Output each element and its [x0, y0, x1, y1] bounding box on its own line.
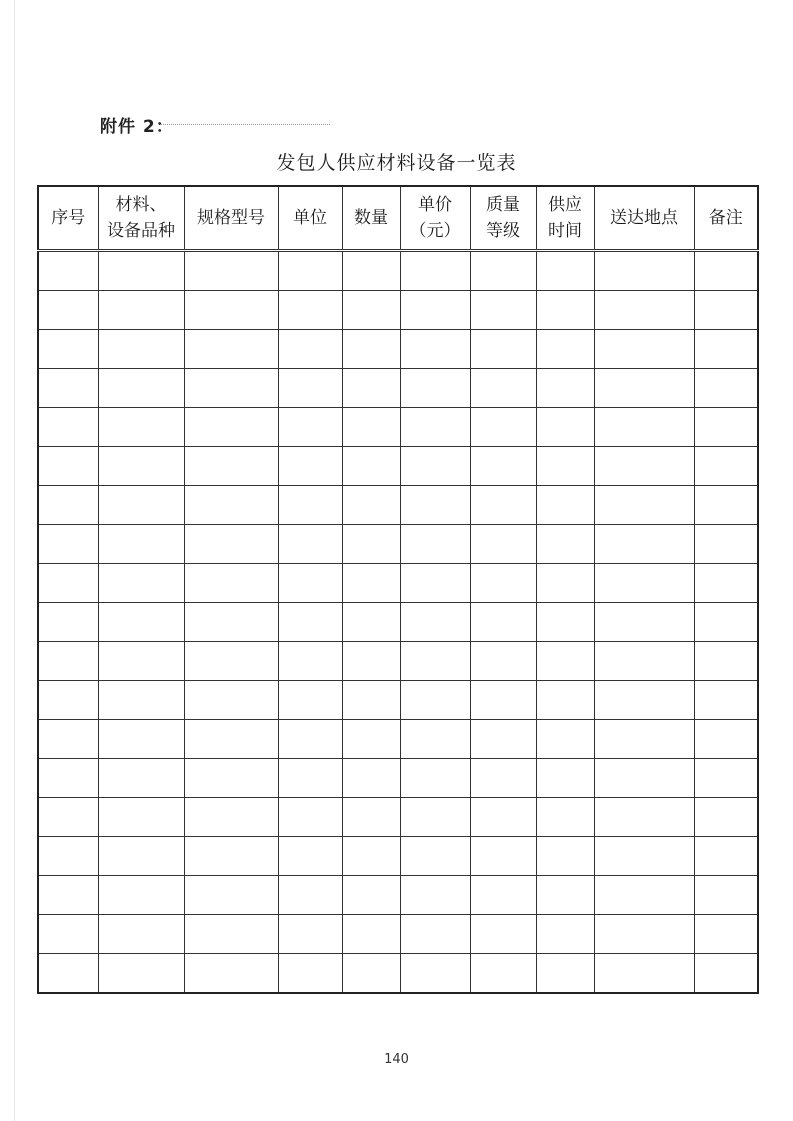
- table-cell-time: [536, 603, 594, 642]
- table-cell-place: [594, 876, 694, 915]
- table-cell-unit: [278, 603, 342, 642]
- table-cell-spec: [184, 681, 278, 720]
- table-cell-place: [594, 525, 694, 564]
- table-row: [38, 876, 758, 915]
- table-cell-spec: [184, 798, 278, 837]
- attachment-label: 附件 2：: [100, 117, 174, 137]
- table-cell-place: [594, 915, 694, 954]
- table-cell-time: [536, 720, 594, 759]
- table-cell-grade: [470, 603, 536, 642]
- table-row: [38, 915, 758, 954]
- table-cell-unit: [278, 720, 342, 759]
- table-cell-remark: [694, 486, 758, 525]
- table-cell-grade: [470, 837, 536, 876]
- table-cell-qty: [342, 759, 400, 798]
- table-cell-qty: [342, 837, 400, 876]
- table-row: [38, 251, 758, 291]
- table-cell-item: [98, 486, 184, 525]
- table-cell-price: [400, 876, 470, 915]
- table-cell-unit: [278, 954, 342, 994]
- table-cell-qty: [342, 681, 400, 720]
- table-cell-qty: [342, 642, 400, 681]
- table-cell-item: [98, 954, 184, 994]
- table-cell-price: [400, 251, 470, 291]
- table-cell-item: [98, 759, 184, 798]
- table-cell-time: [536, 486, 594, 525]
- table-cell-item: [98, 447, 184, 486]
- table-row: [38, 408, 758, 447]
- table-cell-place: [594, 642, 694, 681]
- table-cell-spec: [184, 954, 278, 994]
- table-cell-price: [400, 369, 470, 408]
- table-cell-time: [536, 681, 594, 720]
- table-cell-item: [98, 876, 184, 915]
- table-cell-index: [38, 876, 98, 915]
- table-cell-place: [594, 720, 694, 759]
- document-title: 发包人供应材料设备一览表: [276, 152, 517, 174]
- header-label: 备注: [708, 208, 743, 228]
- table-cell-index: [38, 447, 98, 486]
- table-cell-unit: [278, 798, 342, 837]
- table-cell-remark: [694, 681, 758, 720]
- table-cell-time: [536, 759, 594, 798]
- header-cell-qty: [342, 186, 400, 251]
- table-cell-qty: [342, 603, 400, 642]
- table-cell-unit: [278, 486, 342, 525]
- table-cell-item: [98, 837, 184, 876]
- table-cell-place: [594, 251, 694, 291]
- table-cell-index: [38, 369, 98, 408]
- table-cell-remark: [694, 291, 758, 330]
- table-cell-price: [400, 642, 470, 681]
- table-cell-time: [536, 330, 594, 369]
- table-cell-index: [38, 251, 98, 291]
- table-cell-qty: [342, 915, 400, 954]
- table-cell-spec: [184, 251, 278, 291]
- table-cell-remark: [694, 564, 758, 603]
- table-cell-unit: [278, 291, 342, 330]
- header-label: 单价 （元）: [409, 195, 461, 241]
- table-cell-index: [38, 798, 98, 837]
- table-cell-spec: [184, 564, 278, 603]
- header-cell-price: [400, 186, 470, 251]
- table-cell-spec: [184, 759, 278, 798]
- table-cell-price: [400, 759, 470, 798]
- table-cell-spec: [184, 642, 278, 681]
- table-cell-unit: [278, 642, 342, 681]
- table-cell-grade: [470, 486, 536, 525]
- table-cell-item: [98, 251, 184, 291]
- table-cell-price: [400, 330, 470, 369]
- table-cell-qty: [342, 798, 400, 837]
- table-cell-item: [98, 642, 184, 681]
- table-cell-qty: [342, 291, 400, 330]
- header-label: 送达地点: [610, 208, 678, 228]
- table-cell-grade: [470, 251, 536, 291]
- table-cell-time: [536, 915, 594, 954]
- table-cell-spec: [184, 525, 278, 564]
- table-cell-price: [400, 837, 470, 876]
- table-cell-place: [594, 564, 694, 603]
- table-cell-remark: [694, 876, 758, 915]
- table-cell-index: [38, 837, 98, 876]
- table-cell-index: [38, 915, 98, 954]
- table-cell-price: [400, 291, 470, 330]
- table-cell-time: [536, 408, 594, 447]
- table-cell-grade: [470, 369, 536, 408]
- table-cell-unit: [278, 681, 342, 720]
- table-cell-spec: [184, 915, 278, 954]
- table-row: [38, 798, 758, 837]
- header-cell-unit: [278, 186, 342, 251]
- header-cell-grade: [470, 186, 536, 251]
- table-cell-place: [594, 486, 694, 525]
- table-cell-grade: [470, 759, 536, 798]
- table-cell-qty: [342, 720, 400, 759]
- table-cell-price: [400, 954, 470, 994]
- table-cell-item: [98, 681, 184, 720]
- table-cell-unit: [278, 330, 342, 369]
- table-cell-time: [536, 798, 594, 837]
- header-cell-time: [536, 186, 594, 251]
- table-cell-item: [98, 408, 184, 447]
- table-cell-unit: [278, 876, 342, 915]
- table-cell-time: [536, 876, 594, 915]
- table-row: [38, 759, 758, 798]
- table-cell-spec: [184, 720, 278, 759]
- table-row: [38, 720, 758, 759]
- table-cell-remark: [694, 369, 758, 408]
- table-cell-item: [98, 564, 184, 603]
- table-row: [38, 603, 758, 642]
- table-cell-unit: [278, 408, 342, 447]
- table-cell-grade: [470, 915, 536, 954]
- table-cell-grade: [470, 330, 536, 369]
- table-cell-item: [98, 603, 184, 642]
- table-cell-grade: [470, 525, 536, 564]
- table-cell-remark: [694, 447, 758, 486]
- table-cell-price: [400, 447, 470, 486]
- table-cell-qty: [342, 251, 400, 291]
- table-row: [38, 642, 758, 681]
- table-cell-spec: [184, 369, 278, 408]
- table-cell-grade: [470, 291, 536, 330]
- table-row: [38, 291, 758, 330]
- supply-table: [37, 185, 759, 994]
- table-cell-remark: [694, 603, 758, 642]
- table-cell-qty: [342, 954, 400, 994]
- scan-noise: [160, 124, 330, 125]
- table-cell-remark: [694, 837, 758, 876]
- table-cell-spec: [184, 837, 278, 876]
- table-cell-place: [594, 447, 694, 486]
- header-label: 单位: [293, 208, 327, 228]
- table-cell-place: [594, 681, 694, 720]
- header-cell-remark: [694, 186, 758, 251]
- table-cell-time: [536, 837, 594, 876]
- table-cell-qty: [342, 525, 400, 564]
- table-cell-spec: [184, 291, 278, 330]
- table-cell-remark: [694, 642, 758, 681]
- table-cell-index: [38, 759, 98, 798]
- table-cell-spec: [184, 330, 278, 369]
- table-cell-grade: [470, 720, 536, 759]
- table-cell-item: [98, 291, 184, 330]
- table-cell-index: [38, 525, 98, 564]
- table-cell-spec: [184, 876, 278, 915]
- table-cell-time: [536, 291, 594, 330]
- header-cell-place: [594, 186, 694, 251]
- table-cell-price: [400, 408, 470, 447]
- table-cell-price: [400, 798, 470, 837]
- table-cell-price: [400, 564, 470, 603]
- header-cell-index: [38, 186, 98, 251]
- page-number: 140: [384, 1052, 409, 1067]
- table-cell-index: [38, 642, 98, 681]
- table-cell-qty: [342, 447, 400, 486]
- table-cell-price: [400, 915, 470, 954]
- table-cell-grade: [470, 642, 536, 681]
- table-cell-index: [38, 681, 98, 720]
- table-row: [38, 447, 758, 486]
- table-cell-qty: [342, 876, 400, 915]
- table-cell-unit: [278, 251, 342, 291]
- header-label: 规格型号: [197, 208, 265, 228]
- table-cell-place: [594, 408, 694, 447]
- table-cell-qty: [342, 369, 400, 408]
- table-cell-item: [98, 798, 184, 837]
- header-label: 序号: [51, 208, 86, 228]
- table-cell-time: [536, 642, 594, 681]
- header-label: 质量 等级: [486, 195, 520, 241]
- table-cell-price: [400, 525, 470, 564]
- table-row: [38, 369, 758, 408]
- table-cell-index: [38, 408, 98, 447]
- table-cell-grade: [470, 681, 536, 720]
- table-header-row: [38, 186, 758, 251]
- table-cell-remark: [694, 251, 758, 291]
- table-cell-grade: [470, 447, 536, 486]
- table-cell-index: [38, 954, 98, 994]
- table-cell-grade: [470, 876, 536, 915]
- table-cell-index: [38, 330, 98, 369]
- table-cell-qty: [342, 486, 400, 525]
- table-cell-grade: [470, 564, 536, 603]
- table-cell-remark: [694, 525, 758, 564]
- table-cell-time: [536, 369, 594, 408]
- table-cell-qty: [342, 564, 400, 603]
- table-cell-unit: [278, 837, 342, 876]
- table-cell-place: [594, 369, 694, 408]
- table-cell-unit: [278, 759, 342, 798]
- table-cell-unit: [278, 369, 342, 408]
- table-cell-item: [98, 915, 184, 954]
- table-cell-place: [594, 759, 694, 798]
- table-cell-time: [536, 251, 594, 291]
- table-row: [38, 837, 758, 876]
- table-cell-price: [400, 681, 470, 720]
- table-row: [38, 486, 758, 525]
- table-cell-index: [38, 486, 98, 525]
- table-cell-index: [38, 291, 98, 330]
- header-label: 数量: [354, 208, 388, 228]
- table-cell-item: [98, 720, 184, 759]
- table-cell-qty: [342, 408, 400, 447]
- table-cell-price: [400, 486, 470, 525]
- table-cell-index: [38, 603, 98, 642]
- table-cell-unit: [278, 447, 342, 486]
- table-cell-time: [536, 954, 594, 994]
- table-cell-place: [594, 291, 694, 330]
- table-cell-spec: [184, 408, 278, 447]
- table-cell-unit: [278, 915, 342, 954]
- table-cell-index: [38, 564, 98, 603]
- table-cell-remark: [694, 798, 758, 837]
- table-cell-remark: [694, 759, 758, 798]
- table-cell-grade: [470, 408, 536, 447]
- table-row: [38, 954, 758, 994]
- table-cell-time: [536, 525, 594, 564]
- table-cell-time: [536, 447, 594, 486]
- table-cell-qty: [342, 330, 400, 369]
- table-cell-remark: [694, 915, 758, 954]
- table-cell-unit: [278, 525, 342, 564]
- table-cell-time: [536, 564, 594, 603]
- table-cell-spec: [184, 447, 278, 486]
- table-row: [38, 681, 758, 720]
- table-cell-place: [594, 603, 694, 642]
- table-cell-spec: [184, 486, 278, 525]
- table-cell-grade: [470, 954, 536, 994]
- table-cell-item: [98, 369, 184, 408]
- table-cell-index: [38, 720, 98, 759]
- table-cell-place: [594, 954, 694, 994]
- table-row: [38, 564, 758, 603]
- table-cell-item: [98, 525, 184, 564]
- table-cell-grade: [470, 798, 536, 837]
- table-body: [38, 251, 758, 994]
- table-cell-spec: [184, 603, 278, 642]
- table-cell-place: [594, 837, 694, 876]
- header-label: 材料、 设备品种: [107, 195, 175, 241]
- table-cell-remark: [694, 408, 758, 447]
- table-cell-price: [400, 603, 470, 642]
- table-cell-remark: [694, 954, 758, 994]
- table-row: [38, 525, 758, 564]
- table-cell-item: [98, 330, 184, 369]
- table-row: [38, 330, 758, 369]
- table-cell-place: [594, 798, 694, 837]
- table-cell-place: [594, 330, 694, 369]
- table-cell-remark: [694, 330, 758, 369]
- table-cell-remark: [694, 720, 758, 759]
- header-label: 供应 时间: [548, 195, 582, 241]
- header-cell-item: [98, 186, 184, 251]
- table-cell-unit: [278, 564, 342, 603]
- table-cell-price: [400, 720, 470, 759]
- header-cell-spec: [184, 186, 278, 251]
